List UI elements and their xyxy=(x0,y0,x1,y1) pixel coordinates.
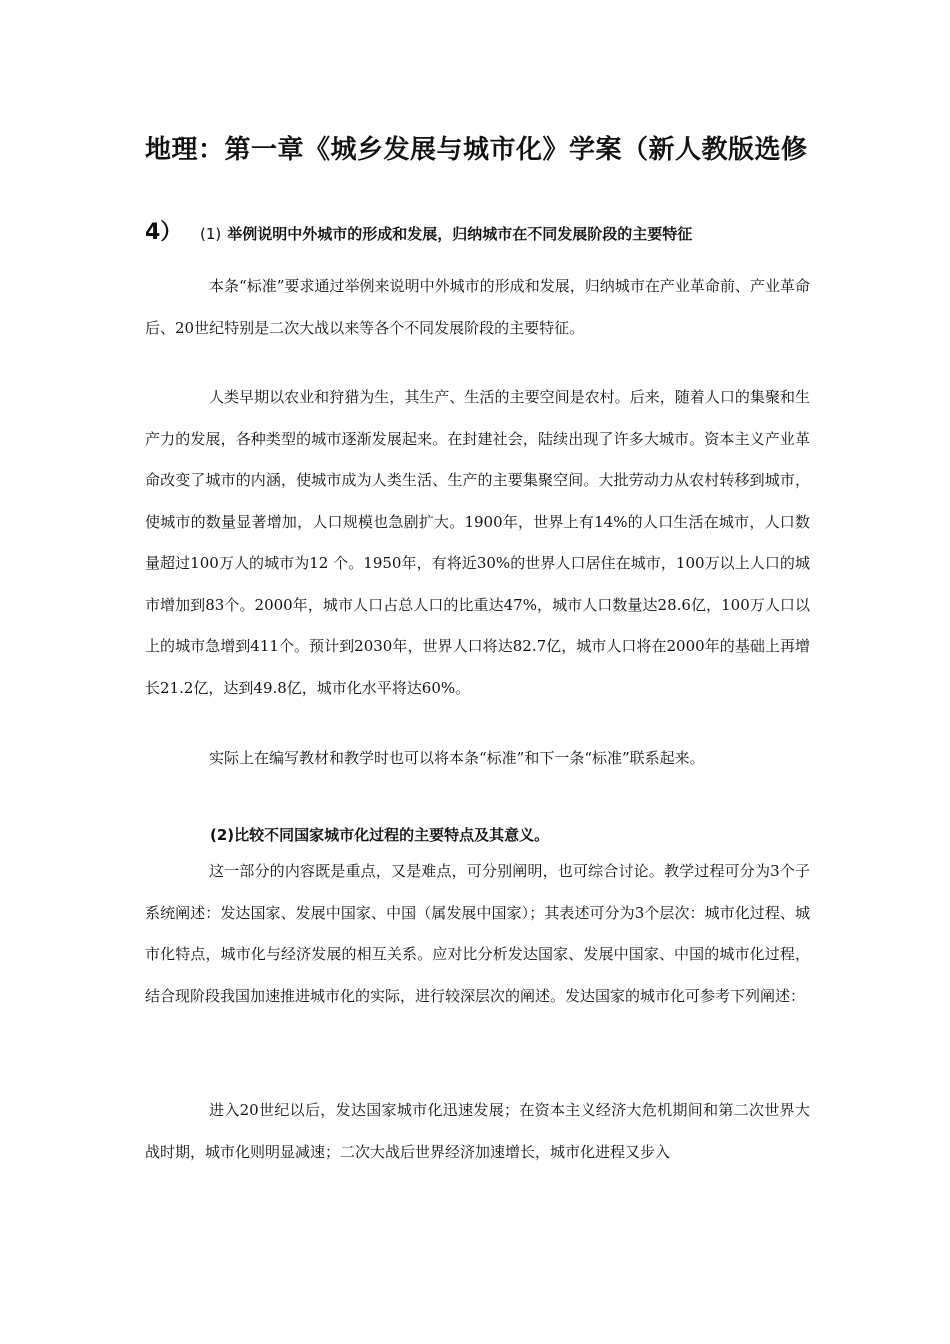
section1-heading xyxy=(190,225,692,243)
paragraph-teaching-note: 实际上在编写教材和教学时也可以将本条“标准”和下一条“标准”联系起来。 xyxy=(209,749,705,767)
section2-heading: (2)比较不同国家城市化过程的主要特点及其意义。 xyxy=(210,826,550,844)
section1-heading-line xyxy=(145,218,692,249)
document-title: 地理：第一章《城乡发展与城市化》学案（新人教版选修 xyxy=(145,135,808,165)
section1-heading-text: 举例说明中外城市的形成和发展，归纳城市在不同发展阶段的主要特征 xyxy=(227,225,693,243)
paragraph-city-history: 人类早期以农业和狩猎为生，其生产、生活的主要空间是农村。后来，随着人口的集聚和生产力的发展，各种类型的城市逐渐发展起来。在封建社会，陆续出现了许多大城市。资本主义产业革命改变了城市的内涵，使城市成为人类生活、生产的主要集聚空间。大批劳动力从农村转移到城市，使城市的数量显著增加，人口规模也急剧扩大。1900年，世界上有14%的人口生活在城市，人口数量超过100万人的城市为12 个。1950年，有将近30%的世界人口居住在城市，100万以上人口的城市增加到83个。2000年，城市人口占总人口的比重达47%，城市人口数量达28.6亿，100万人口以上的城市急增到411个。预计到2030年，世界人口将达82.7亿，城市人口将在2000年的基础上再增长21.2亿，达到49.8亿，城市化水平将达60%。 xyxy=(145,388,810,697)
paragraph-urbanization-comparison: 这一部分的内容既是重点，又是难点，可分别阐明，也可综合讨论。教学过程可分为3个子系统阐述：发达国家、发展中国家、中国（属发展中国家）；其表述可分为3个层次：城市化过程、城市化特点，城市化与经济发展的相互关系。应对比分析发达国家、发展中国家、中国的城市化过程，结合现阶段我国加速推进城市化的实际，进行较深层次的阐述。发达国家的城市化可参考下列阐述： xyxy=(145,862,810,1005)
paragraph-developed-countries: 进入20世纪以后，发达国家城市化迅速发展；在资本主义经济大危机期间和第二次世界大战时期，城市化则明显减速；二次大战后世界经济加速增长，城市化进程又步入 xyxy=(145,1101,810,1161)
section1-number: (1) xyxy=(199,225,222,243)
paragraph-standard-requirement: 本条“标准”要求通过举例来说明中外城市的形成和发展，归纳城市在产业革命前、产业革命后、20世纪特别是二次大战以来等各个不同发展阶段的主要特征。 xyxy=(145,277,810,337)
title-continuation: 4） xyxy=(145,220,183,245)
